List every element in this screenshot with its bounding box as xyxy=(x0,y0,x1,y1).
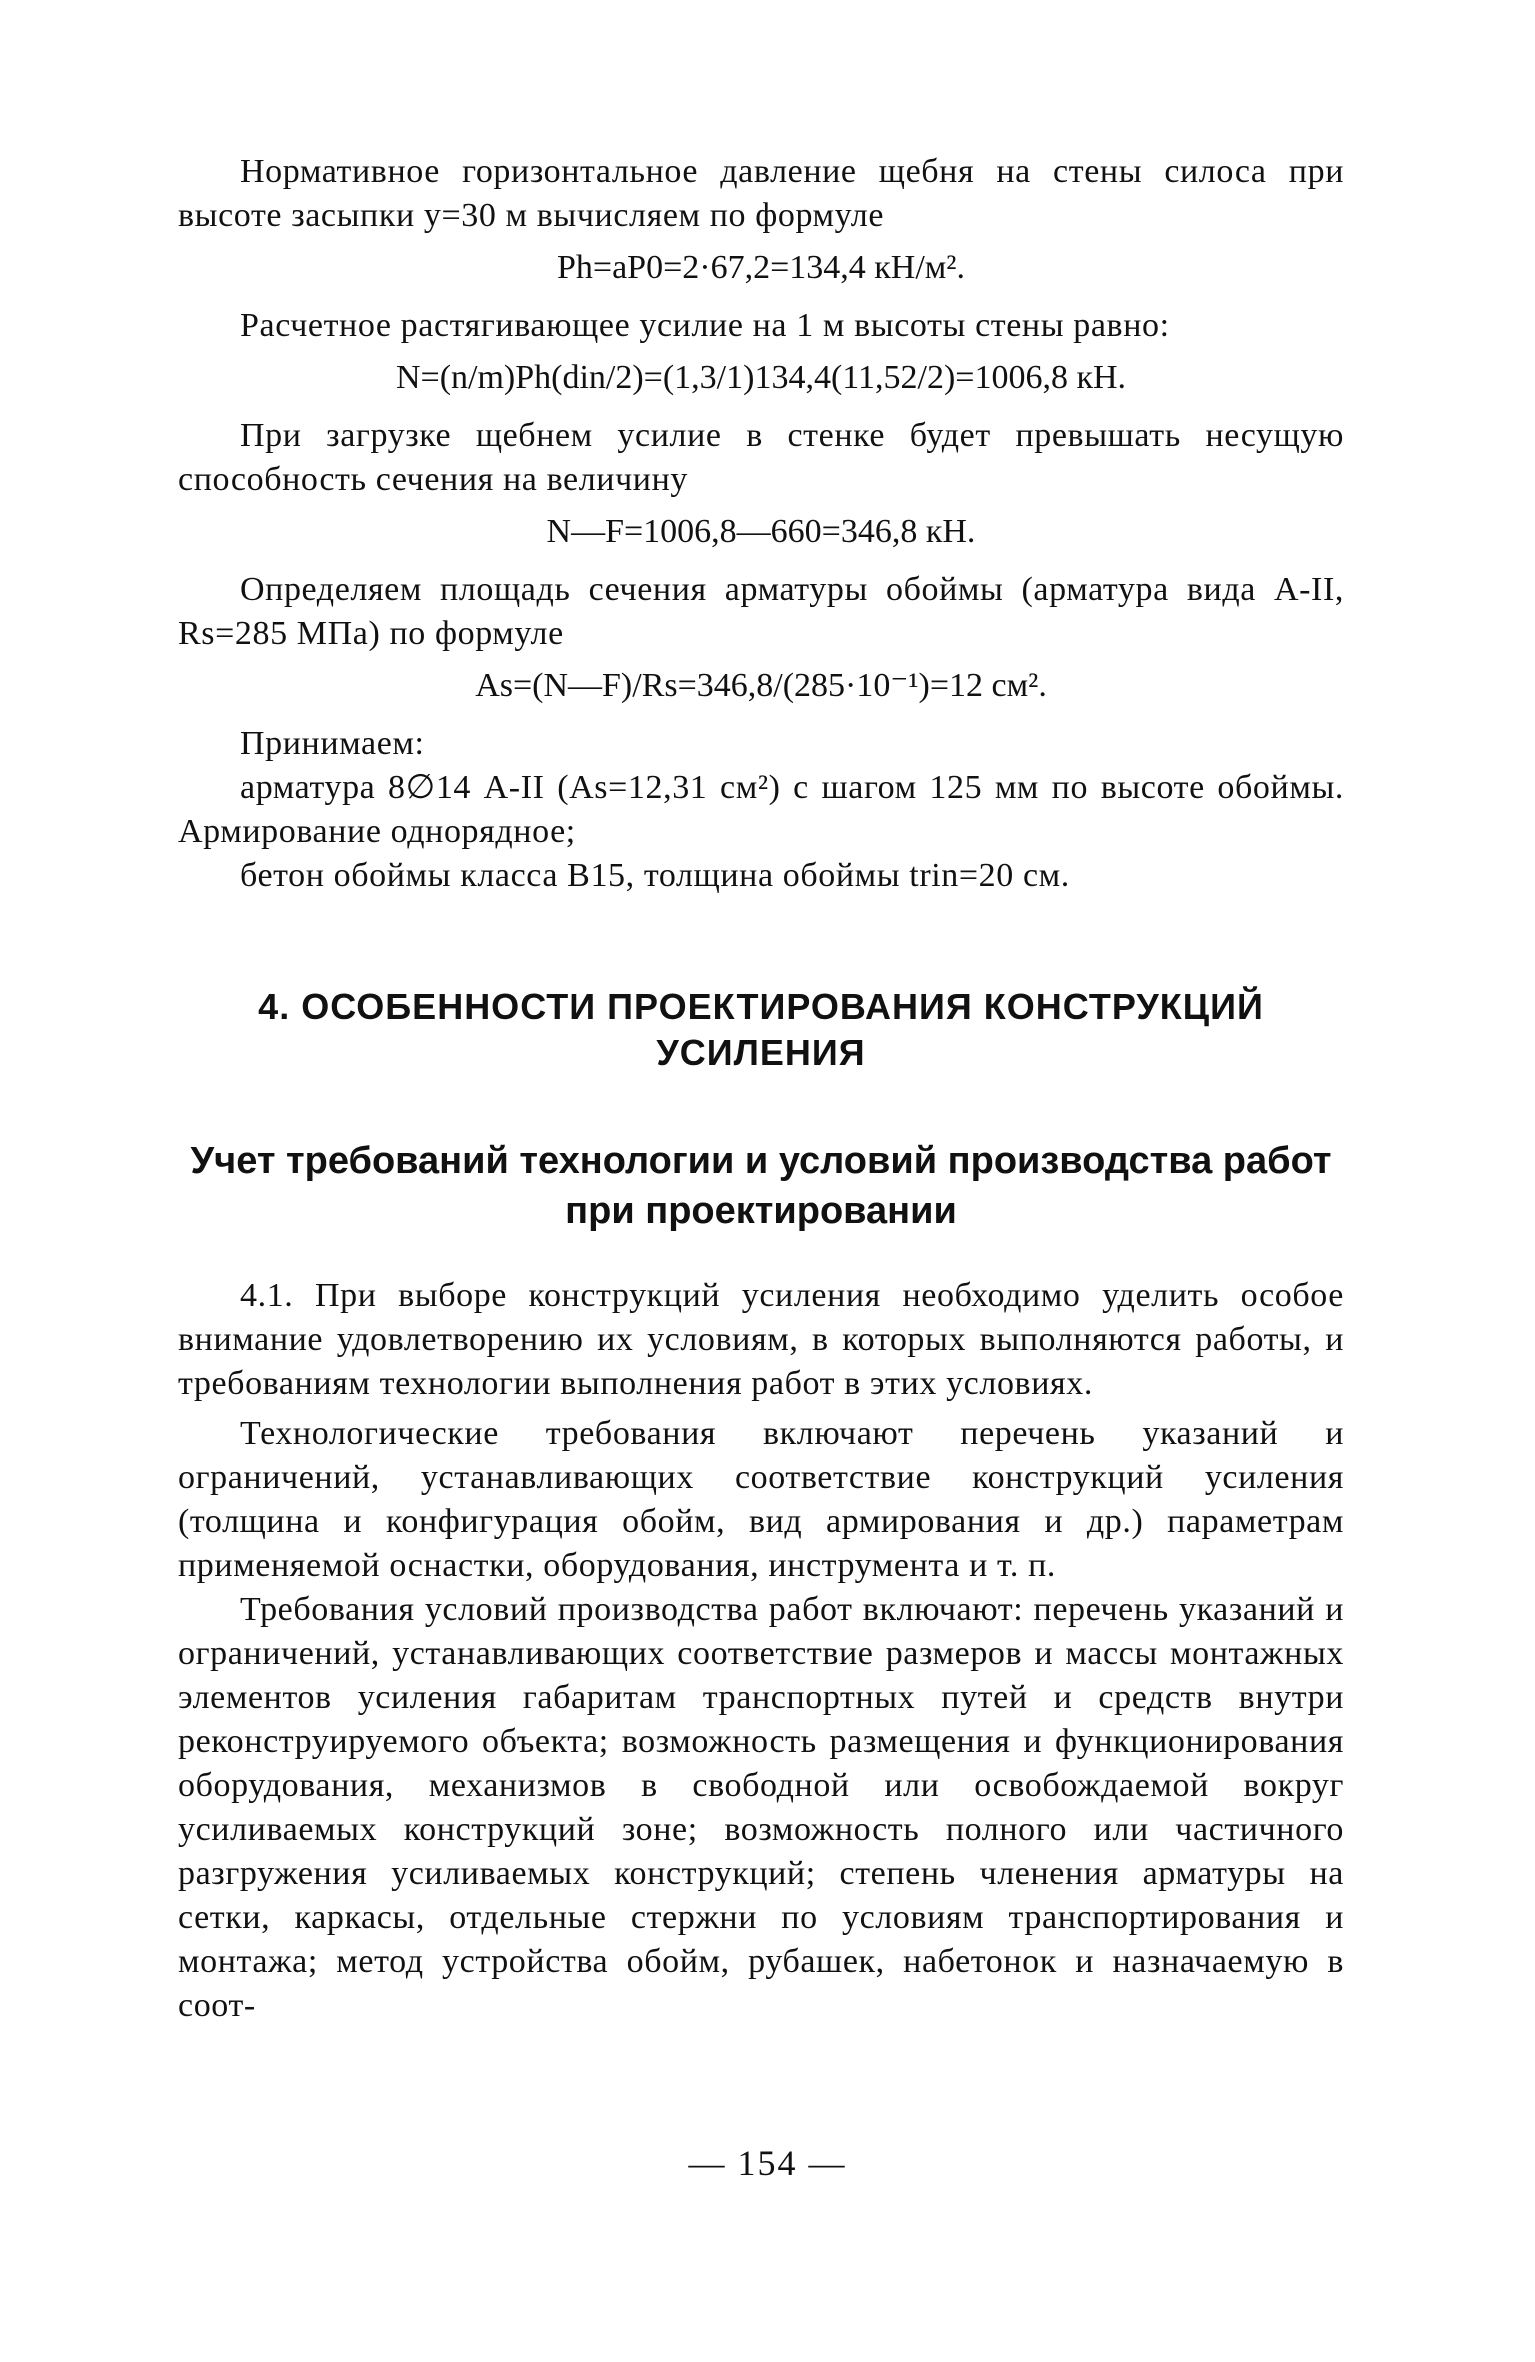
paragraph-tension-intro: Расчетное растягивающее усилие на 1 м высоты стены равно: xyxy=(240,307,1170,344)
paragraph-rebar-choice: арматура 8∅14 A-II (As=12,31 см²) с шагом 125 мм по высоте обоймы. Армирование однорядное; xyxy=(178,769,1344,850)
section-subheading: Учет требований технологии и условий производства работ при проектировании xyxy=(190,1140,1332,1232)
paragraph-rebar-area: Определяем площадь сечения арматуры обоймы (арматура вида A-II, Rs=285 МПа) по формуле xyxy=(178,571,1344,652)
paragraph-accept: Принимаем: xyxy=(240,725,425,762)
paragraph-concrete-choice: бетон обоймы класса B15, толщина обоймы trin=20 см. xyxy=(240,857,1070,894)
paragraph-4-1: 4.1. При выборе конструкций усиления необходимо уделить особое внимание удовлетворению их условиям, в которых выполняются работы, и требованиям технологии выполнения работ в этих условиях. xyxy=(178,1277,1344,1402)
paragraph-overload: При загрузке щебнем усилие в стенке будет превышать несущую способность сечения на величину xyxy=(178,417,1344,498)
formula-rebar-area: As=(N—F)/Rs=346,8/(285·10⁻¹)=12 см². xyxy=(475,667,1047,704)
paragraph-pressure-intro: Нормативное горизонтальное давление щебня на стены силоса при высоте засыпки y=30 м вычисляем по формуле xyxy=(178,153,1344,234)
text-column xyxy=(178,150,1344,2028)
formula-pressure: Ph=aP0=2·67,2=134,4 кН/м². xyxy=(557,249,965,286)
paragraph-work-conditions: Требования условий производства работ включают: перечень указаний и ограничений, устанавливающих соответствие размеров и массы монтажных элементов усиления габаритам транспортных путей и средств внутри реконструируемого объекта; возможность размещения и функционирования оборудования, механизмов в свободной или освобождаемой вокруг усиливаемых конструкций зоне; возможность полного или частичного разгружения усиливаемых конструкций; степень членения арматуры на сетки, каркасы, отдельные стержни по условиям транспортирования и монтажа; метод устройства обойм, рубашек, набетонок и назначаемую в соот- xyxy=(178,1591,1344,2024)
formula-tension: N=(n/m)Ph(din/2)=(1,3/1)134,4(11,52/2)=1006,8 кН. xyxy=(395,359,1127,396)
section-heading: 4. ОСОБЕННОСТИ ПРОЕКТИРОВАНИЯ КОНСТРУКЦИЙ УСИЛЕНИЯ xyxy=(258,986,1264,1073)
formula-overload: N—F=1006,8—660=346,8 кН. xyxy=(546,513,976,550)
paragraph-tech-requirements: Технологические требования включают перечень указаний и ограничений, устанавливающих соответствие конструкций усиления (толщина и конфигурация обойм, вид армирования и др.) параметрам применяемой оснастки, оборудования, инструмента и т. п. xyxy=(178,1415,1344,1584)
page-number: — 154 — xyxy=(688,2143,847,2183)
